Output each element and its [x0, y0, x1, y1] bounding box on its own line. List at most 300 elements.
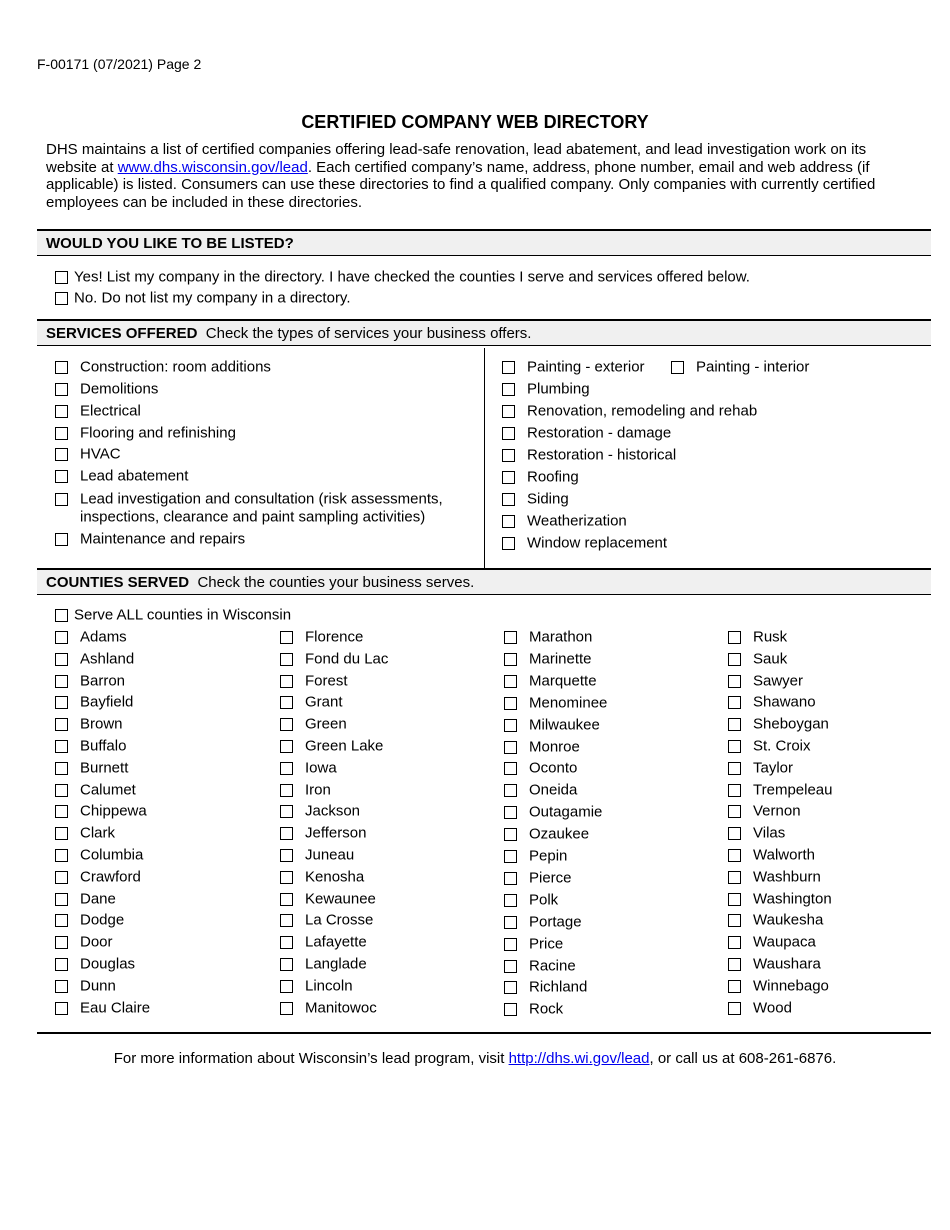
service-item-label: Renovation, remodeling and rehab: [527, 402, 758, 420]
county-item-checkbox[interactable]: [280, 958, 293, 971]
county-item-label: Iowa: [305, 759, 337, 777]
county-item-checkbox[interactable]: [55, 980, 68, 993]
county-item-label: Dodge: [80, 911, 125, 929]
county-item-label: Forest: [305, 672, 348, 690]
county-item-label: Juneau: [305, 846, 355, 864]
county-item-checkbox[interactable]: [55, 718, 68, 731]
county-item-label: Price: [529, 935, 564, 953]
service-item-checkbox[interactable]: [55, 470, 68, 483]
service-item[interactable]: [502, 468, 579, 486]
county-item[interactable]: [55, 715, 123, 733]
listing-yes-label: Yes! List my company in the directory. I have checked the counties I serve and services offered below.: [74, 268, 750, 286]
county-item-checkbox[interactable]: [280, 653, 293, 666]
county-item-checkbox[interactable]: [280, 631, 293, 644]
service-item[interactable]: [502, 490, 569, 508]
county-item-label: Douglas: [80, 955, 136, 973]
county-item-label: Lafayette: [305, 933, 367, 951]
county-item-checkbox[interactable]: [728, 805, 741, 818]
county-item-checkbox[interactable]: [55, 631, 68, 644]
service-checkbox[interactable]: [55, 493, 68, 506]
service-item-checkbox[interactable]: [55, 448, 68, 461]
bottom-rule: [37, 1032, 931, 1034]
county-item-label: Pepin: [529, 847, 568, 865]
county-item-checkbox[interactable]: [728, 784, 741, 797]
county-item-label: Ashland: [80, 650, 135, 668]
county-item[interactable]: [55, 672, 125, 690]
listing-no-label: No. Do not list my company in a directory.: [74, 289, 351, 307]
county-item-checkbox[interactable]: [728, 958, 741, 971]
service-item-checkbox[interactable]: [502, 427, 515, 440]
county-item[interactable]: [280, 933, 367, 951]
county-item[interactable]: [728, 824, 785, 842]
county-item[interactable]: [504, 1000, 563, 1018]
counties-heading: COUNTIES SERVED: [46, 574, 190, 591]
county-item-label: Portage: [529, 913, 582, 931]
county-item-checkbox[interactable]: [504, 784, 517, 797]
county-item[interactable]: [55, 824, 115, 842]
intro-text-before: DHS maintains a list of certified companies offering lead-safe renovation, lead abatement, and lead investigation work on its website at: [46, 141, 867, 176]
county-item[interactable]: [280, 672, 348, 690]
county-item-label: Monroe: [529, 738, 580, 756]
service-item-checkbox[interactable]: [502, 515, 515, 528]
county-item-checkbox[interactable]: [728, 914, 741, 927]
county-item-checkbox[interactable]: [728, 871, 741, 884]
county-item[interactable]: [55, 911, 124, 929]
county-item-label: Rusk: [753, 628, 788, 646]
county-item[interactable]: [280, 802, 360, 820]
county-item[interactable]: [728, 955, 821, 973]
county-item-checkbox[interactable]: [504, 960, 517, 973]
service-item[interactable]: [55, 467, 188, 485]
county-all-label: Serve ALL counties in Wisconsin: [74, 606, 292, 624]
county-item[interactable]: [728, 628, 787, 646]
county-item[interactable]: [280, 999, 377, 1017]
county-item-label: Walworth: [753, 846, 815, 864]
county-item-checkbox[interactable]: [280, 1002, 293, 1015]
counties-header: [37, 568, 931, 595]
county-item-checkbox[interactable]: [504, 916, 517, 929]
county-item[interactable]: [280, 890, 376, 908]
county-item[interactable]: [504, 716, 600, 734]
service-item-checkbox[interactable]: [55, 427, 68, 440]
county-item-label: Bayfield: [80, 693, 134, 711]
county-item-label: Jefferson: [305, 824, 367, 842]
service-item-checkbox[interactable]: [55, 361, 68, 374]
county-item-label: Clark: [80, 824, 116, 842]
county-item-checkbox[interactable]: [504, 872, 517, 885]
county-item-label: Kenosha: [305, 868, 365, 886]
service-item[interactable]: [502, 512, 627, 530]
service-item-label: HVAC: [80, 445, 121, 463]
service-item-label: Restoration - historical: [527, 446, 677, 464]
county-item[interactable]: [55, 977, 116, 995]
county-item-label: Polk: [529, 891, 559, 909]
county-item-label: Green: [305, 715, 347, 733]
county-item-checkbox[interactable]: [55, 958, 68, 971]
county-item[interactable]: [728, 715, 829, 733]
county-item-checkbox[interactable]: [728, 893, 741, 906]
dhs-lead-link[interactable]: www.dhs.wisconsin.gov/lead: [117, 158, 308, 176]
county-item-label: Burnett: [80, 759, 129, 777]
footer-text-before: For more information about Wisconsin’s lead program, visit: [113, 1050, 509, 1067]
county-item[interactable]: [728, 911, 823, 929]
county-item-checkbox[interactable]: [728, 718, 741, 731]
county-item-label: Kewaunee: [305, 890, 376, 908]
county-item-label: Lincoln: [305, 977, 353, 995]
service-item[interactable]: [502, 446, 676, 464]
service-label: Painting - interior: [696, 358, 810, 376]
county-item-checkbox[interactable]: [728, 936, 741, 949]
county-item[interactable]: [504, 803, 602, 821]
county-item-checkbox[interactable]: [55, 805, 68, 818]
service-item-checkbox[interactable]: [502, 537, 515, 550]
form-id: F-00171 (07/2021) Page 2: [37, 56, 202, 72]
county-item-checkbox[interactable]: [55, 653, 68, 666]
county-item-checkbox[interactable]: [728, 631, 741, 644]
counties-subheading: Check the counties your business serves.: [197, 574, 475, 591]
service-item-label: Weatherization: [527, 512, 627, 530]
county-item-checkbox[interactable]: [728, 762, 741, 775]
county-item-checkbox[interactable]: [504, 938, 517, 951]
services-divider: [484, 348, 485, 568]
county-item-label: Pierce: [529, 869, 572, 887]
county-item-label: Taylor: [753, 759, 794, 777]
county-item[interactable]: [728, 802, 801, 820]
county-item-label: Barron: [80, 672, 126, 690]
county-item-label: Milwaukee: [529, 716, 600, 734]
county-item[interactable]: [280, 781, 331, 799]
county-item[interactable]: [504, 847, 567, 865]
service-checkbox[interactable]: [55, 533, 68, 546]
listing-no-checkbox[interactable]: [55, 292, 68, 305]
county-item-checkbox[interactable]: [504, 631, 517, 644]
county-item[interactable]: [55, 846, 143, 864]
county-item-label: Trempeleau: [753, 781, 833, 799]
county-item-label: Adams: [80, 628, 127, 646]
county-item-label: Sawyer: [753, 672, 804, 690]
county-item-label: Marquette: [529, 672, 597, 690]
county-item-label: Green Lake: [305, 737, 384, 755]
county-item-label: Fond du Lac: [305, 650, 389, 668]
county-item[interactable]: [280, 693, 343, 711]
county-item-label: Wood: [753, 999, 792, 1017]
county-item[interactable]: [728, 999, 792, 1017]
county-item[interactable]: [504, 957, 576, 975]
county-item-checkbox[interactable]: [504, 806, 517, 819]
county-item-label: Marinette: [529, 650, 592, 668]
county-item-label: Washington: [753, 890, 832, 908]
county-item-label: Calumet: [80, 781, 136, 799]
county-item-checkbox[interactable]: [55, 740, 68, 753]
county-item-checkbox[interactable]: [728, 980, 741, 993]
county-item-checkbox[interactable]: [55, 849, 68, 862]
county-item[interactable]: [55, 955, 135, 973]
county-item[interactable]: [55, 693, 133, 711]
county-item-checkbox[interactable]: [55, 936, 68, 949]
county-item-label: Florence: [305, 628, 364, 646]
county-item-checkbox[interactable]: [55, 762, 68, 775]
county-item[interactable]: [55, 802, 147, 820]
county-item-label: Grant: [305, 693, 343, 711]
county-item-checkbox[interactable]: [728, 849, 741, 862]
county-item[interactable]: [504, 694, 607, 712]
county-item[interactable]: [504, 759, 577, 777]
county-item-checkbox[interactable]: [280, 740, 293, 753]
county-item-label: Dane: [80, 890, 116, 908]
listing-no-option[interactable]: [55, 289, 351, 307]
listing-header: [37, 229, 931, 256]
service-painting-interior[interactable]: [671, 358, 809, 376]
service-item-label: Roofing: [527, 468, 579, 486]
service-item-checkbox[interactable]: [502, 449, 515, 462]
county-item[interactable]: [280, 911, 373, 929]
county-item-checkbox[interactable]: [55, 675, 68, 688]
service-item-checkbox[interactable]: [55, 383, 68, 396]
county-item-label: Waukesha: [753, 911, 824, 929]
county-item-checkbox[interactable]: [504, 1003, 517, 1016]
service-item-label: Siding: [527, 490, 569, 508]
county-item-checkbox[interactable]: [728, 740, 741, 753]
county-item-label: Crawford: [80, 868, 141, 886]
county-item-label: Dunn: [80, 977, 116, 995]
county-item-label: Washburn: [753, 868, 821, 886]
county-item[interactable]: [504, 978, 587, 996]
county-item-checkbox[interactable]: [280, 980, 293, 993]
county-item-label: St. Croix: [753, 737, 811, 755]
county-item-checkbox[interactable]: [55, 827, 68, 840]
county-item[interactable]: [504, 650, 592, 668]
intro-paragraph: [46, 141, 921, 211]
county-item[interactable]: [280, 868, 364, 886]
county-item-label: Vernon: [753, 802, 801, 820]
county-item-checkbox[interactable]: [280, 914, 293, 927]
county-item[interactable]: [55, 890, 116, 908]
footer-text-after: , or call us at 608-261-6876.: [649, 1050, 837, 1067]
county-item-label: Outagamie: [529, 803, 603, 821]
page-title: CERTIFIED COMPANY WEB DIRECTORY: [301, 112, 649, 132]
county-item-checkbox[interactable]: [280, 827, 293, 840]
service-label-line2: inspections, clearance and paint sampling activities): [80, 508, 426, 526]
county-item[interactable]: [280, 759, 337, 777]
county-item-checkbox[interactable]: [280, 936, 293, 949]
county-item[interactable]: [728, 759, 793, 777]
county-item-checkbox[interactable]: [55, 914, 68, 927]
county-item[interactable]: [280, 824, 366, 842]
county-item[interactable]: [504, 781, 577, 799]
county-item-label: Langlade: [305, 955, 367, 973]
county-item[interactable]: [55, 999, 150, 1017]
county-item-label: Iron: [305, 781, 331, 799]
service-lead-investigation[interactable]: [55, 490, 443, 508]
county-item-checkbox[interactable]: [280, 762, 293, 775]
service-checkbox[interactable]: [671, 361, 684, 374]
service-item-label: Lead abatement: [80, 467, 189, 485]
county-all-option[interactable]: [55, 606, 291, 624]
service-item[interactable]: [55, 424, 236, 442]
county-item-label: Shawano: [753, 693, 816, 711]
county-item[interactable]: [280, 846, 354, 864]
county-item[interactable]: [55, 781, 136, 799]
county-item-label: Winnebago: [753, 977, 829, 995]
county-item[interactable]: [728, 933, 816, 951]
county-item-checkbox[interactable]: [504, 675, 517, 688]
county-item-checkbox[interactable]: [728, 675, 741, 688]
county-item[interactable]: [728, 868, 821, 886]
listing-yes-checkbox[interactable]: [55, 271, 68, 284]
county-item-label: Sheboygan: [753, 715, 829, 733]
service-maintenance[interactable]: [55, 530, 245, 548]
service-item-label: Flooring and refinishing: [80, 424, 236, 442]
county-item-checkbox[interactable]: [504, 741, 517, 754]
county-item-checkbox[interactable]: [504, 719, 517, 732]
county-item-checkbox[interactable]: [280, 696, 293, 709]
county-item-checkbox[interactable]: [728, 696, 741, 709]
county-item[interactable]: [728, 693, 816, 711]
county-item[interactable]: [55, 737, 126, 755]
county-item-checkbox[interactable]: [280, 784, 293, 797]
services-header: [37, 319, 931, 346]
county-item-checkbox[interactable]: [280, 675, 293, 688]
county-item[interactable]: [728, 650, 787, 668]
service-item[interactable]: [55, 380, 158, 398]
county-item-checkbox[interactable]: [55, 871, 68, 884]
county-item[interactable]: [728, 672, 803, 690]
county-item-label: Door: [80, 933, 113, 951]
service-item[interactable]: [55, 445, 121, 463]
county-item-checkbox[interactable]: [55, 1002, 68, 1015]
county-item-checkbox[interactable]: [504, 653, 517, 666]
county-item-checkbox[interactable]: [280, 871, 293, 884]
county-item-checkbox[interactable]: [504, 981, 517, 994]
footer: [0, 1050, 950, 1067]
county-item[interactable]: [280, 650, 388, 668]
county-item-label: Chippewa: [80, 802, 147, 820]
county-item-checkbox[interactable]: [728, 653, 741, 666]
service-item-label: Electrical: [80, 402, 141, 420]
service-label: Lead investigation and consultation (risk assessments,: [80, 490, 443, 508]
county-item-label: Sauk: [753, 650, 788, 668]
service-item-checkbox[interactable]: [502, 383, 515, 396]
county-item-label: Vilas: [753, 824, 786, 842]
county-item[interactable]: [280, 977, 353, 995]
county-item-label: Rock: [529, 1000, 564, 1018]
service-item[interactable]: [55, 358, 271, 376]
county-item-label: Oconto: [529, 759, 578, 777]
county-item-label: Brown: [80, 715, 123, 733]
county-item[interactable]: [728, 781, 832, 799]
service-item[interactable]: [502, 402, 757, 420]
county-item-checkbox[interactable]: [504, 697, 517, 710]
service-label: Maintenance and repairs: [80, 530, 246, 548]
service-painting-exterior[interactable]: [502, 358, 645, 376]
listing-heading: WOULD YOU LIKE TO BE LISTED?: [46, 235, 294, 252]
service-lead-investigation-line2: [80, 508, 425, 526]
listing-yes-option[interactable]: [55, 268, 750, 286]
county-item[interactable]: [280, 737, 383, 755]
footer-lead-link[interactable]: http://dhs.wi.gov/lead: [508, 1050, 650, 1067]
service-item-label: Window replacement: [527, 534, 668, 552]
county-item-label: Waupaca: [753, 933, 816, 951]
county-item-checkbox[interactable]: [504, 850, 517, 863]
county-item[interactable]: [728, 737, 811, 755]
county-item-checkbox[interactable]: [280, 805, 293, 818]
service-item-checkbox[interactable]: [55, 405, 68, 418]
county-item[interactable]: [728, 890, 832, 908]
service-item-label: Plumbing: [527, 380, 590, 398]
county-item-label: Oneida: [529, 781, 578, 799]
county-item-label: Jackson: [305, 802, 361, 820]
service-item[interactable]: [502, 534, 667, 552]
county-item-label: La Crosse: [305, 911, 374, 929]
county-item-label: Waushara: [753, 955, 821, 973]
county-item-checkbox[interactable]: [504, 828, 517, 841]
county-item-label: Marathon: [529, 628, 593, 646]
service-item-label: Demolitions: [80, 380, 159, 398]
county-item[interactable]: [504, 738, 580, 756]
county-item-checkbox[interactable]: [280, 893, 293, 906]
county-item-checkbox[interactable]: [55, 893, 68, 906]
county-item[interactable]: [504, 913, 582, 931]
service-label: Painting - exterior: [527, 358, 645, 376]
services-heading: SERVICES OFFERED: [46, 325, 198, 342]
county-all-checkbox[interactable]: [55, 609, 68, 622]
county-item[interactable]: [280, 715, 347, 733]
county-item-checkbox[interactable]: [55, 696, 68, 709]
county-item[interactable]: [728, 977, 829, 995]
county-item-checkbox[interactable]: [504, 894, 517, 907]
county-item[interactable]: [55, 759, 128, 777]
county-item-label: Manitowoc: [305, 999, 377, 1017]
service-item-checkbox[interactable]: [502, 493, 515, 506]
county-item[interactable]: [504, 825, 589, 843]
county-item-checkbox[interactable]: [280, 718, 293, 731]
service-checkbox[interactable]: [502, 361, 515, 374]
county-item[interactable]: [728, 846, 815, 864]
county-item[interactable]: [55, 868, 141, 886]
intro-text-after: . Each certified company’s name, address, phone number, email and web address (if applicable) is listed. Consumers can use these directories to find a qualified company. Only companies with currently certified employees can be included in these directories.: [46, 158, 876, 211]
county-item-label: Menominee: [529, 694, 608, 712]
service-item-checkbox[interactable]: [502, 405, 515, 418]
county-item[interactable]: [55, 650, 134, 668]
county-item[interactable]: [55, 628, 127, 646]
county-item-checkbox[interactable]: [728, 827, 741, 840]
county-item-checkbox[interactable]: [280, 849, 293, 862]
county-item[interactable]: [504, 672, 597, 690]
services-subheading: Check the types of services your business offers.: [205, 325, 532, 342]
county-item-label: Columbia: [80, 846, 144, 864]
county-item-checkbox[interactable]: [728, 1002, 741, 1015]
county-item-checkbox[interactable]: [55, 784, 68, 797]
county-item[interactable]: [55, 933, 113, 951]
county-item[interactable]: [504, 869, 572, 887]
county-item[interactable]: [504, 891, 558, 909]
service-item-label: Restoration - damage: [527, 424, 672, 442]
county-item[interactable]: [504, 628, 592, 646]
county-item[interactable]: [280, 628, 363, 646]
service-item[interactable]: [55, 402, 141, 420]
county-item-label: Richland: [529, 978, 588, 996]
service-item-checkbox[interactable]: [502, 471, 515, 484]
county-item-label: Ozaukee: [529, 825, 590, 843]
county-item[interactable]: [504, 935, 563, 953]
county-item-label: Eau Claire: [80, 999, 151, 1017]
county-item[interactable]: [280, 955, 367, 973]
service-item[interactable]: [502, 380, 590, 398]
county-item-label: Buffalo: [80, 737, 127, 755]
county-item-checkbox[interactable]: [504, 762, 517, 775]
county-item-label: Racine: [529, 957, 576, 975]
service-item[interactable]: [502, 424, 671, 442]
